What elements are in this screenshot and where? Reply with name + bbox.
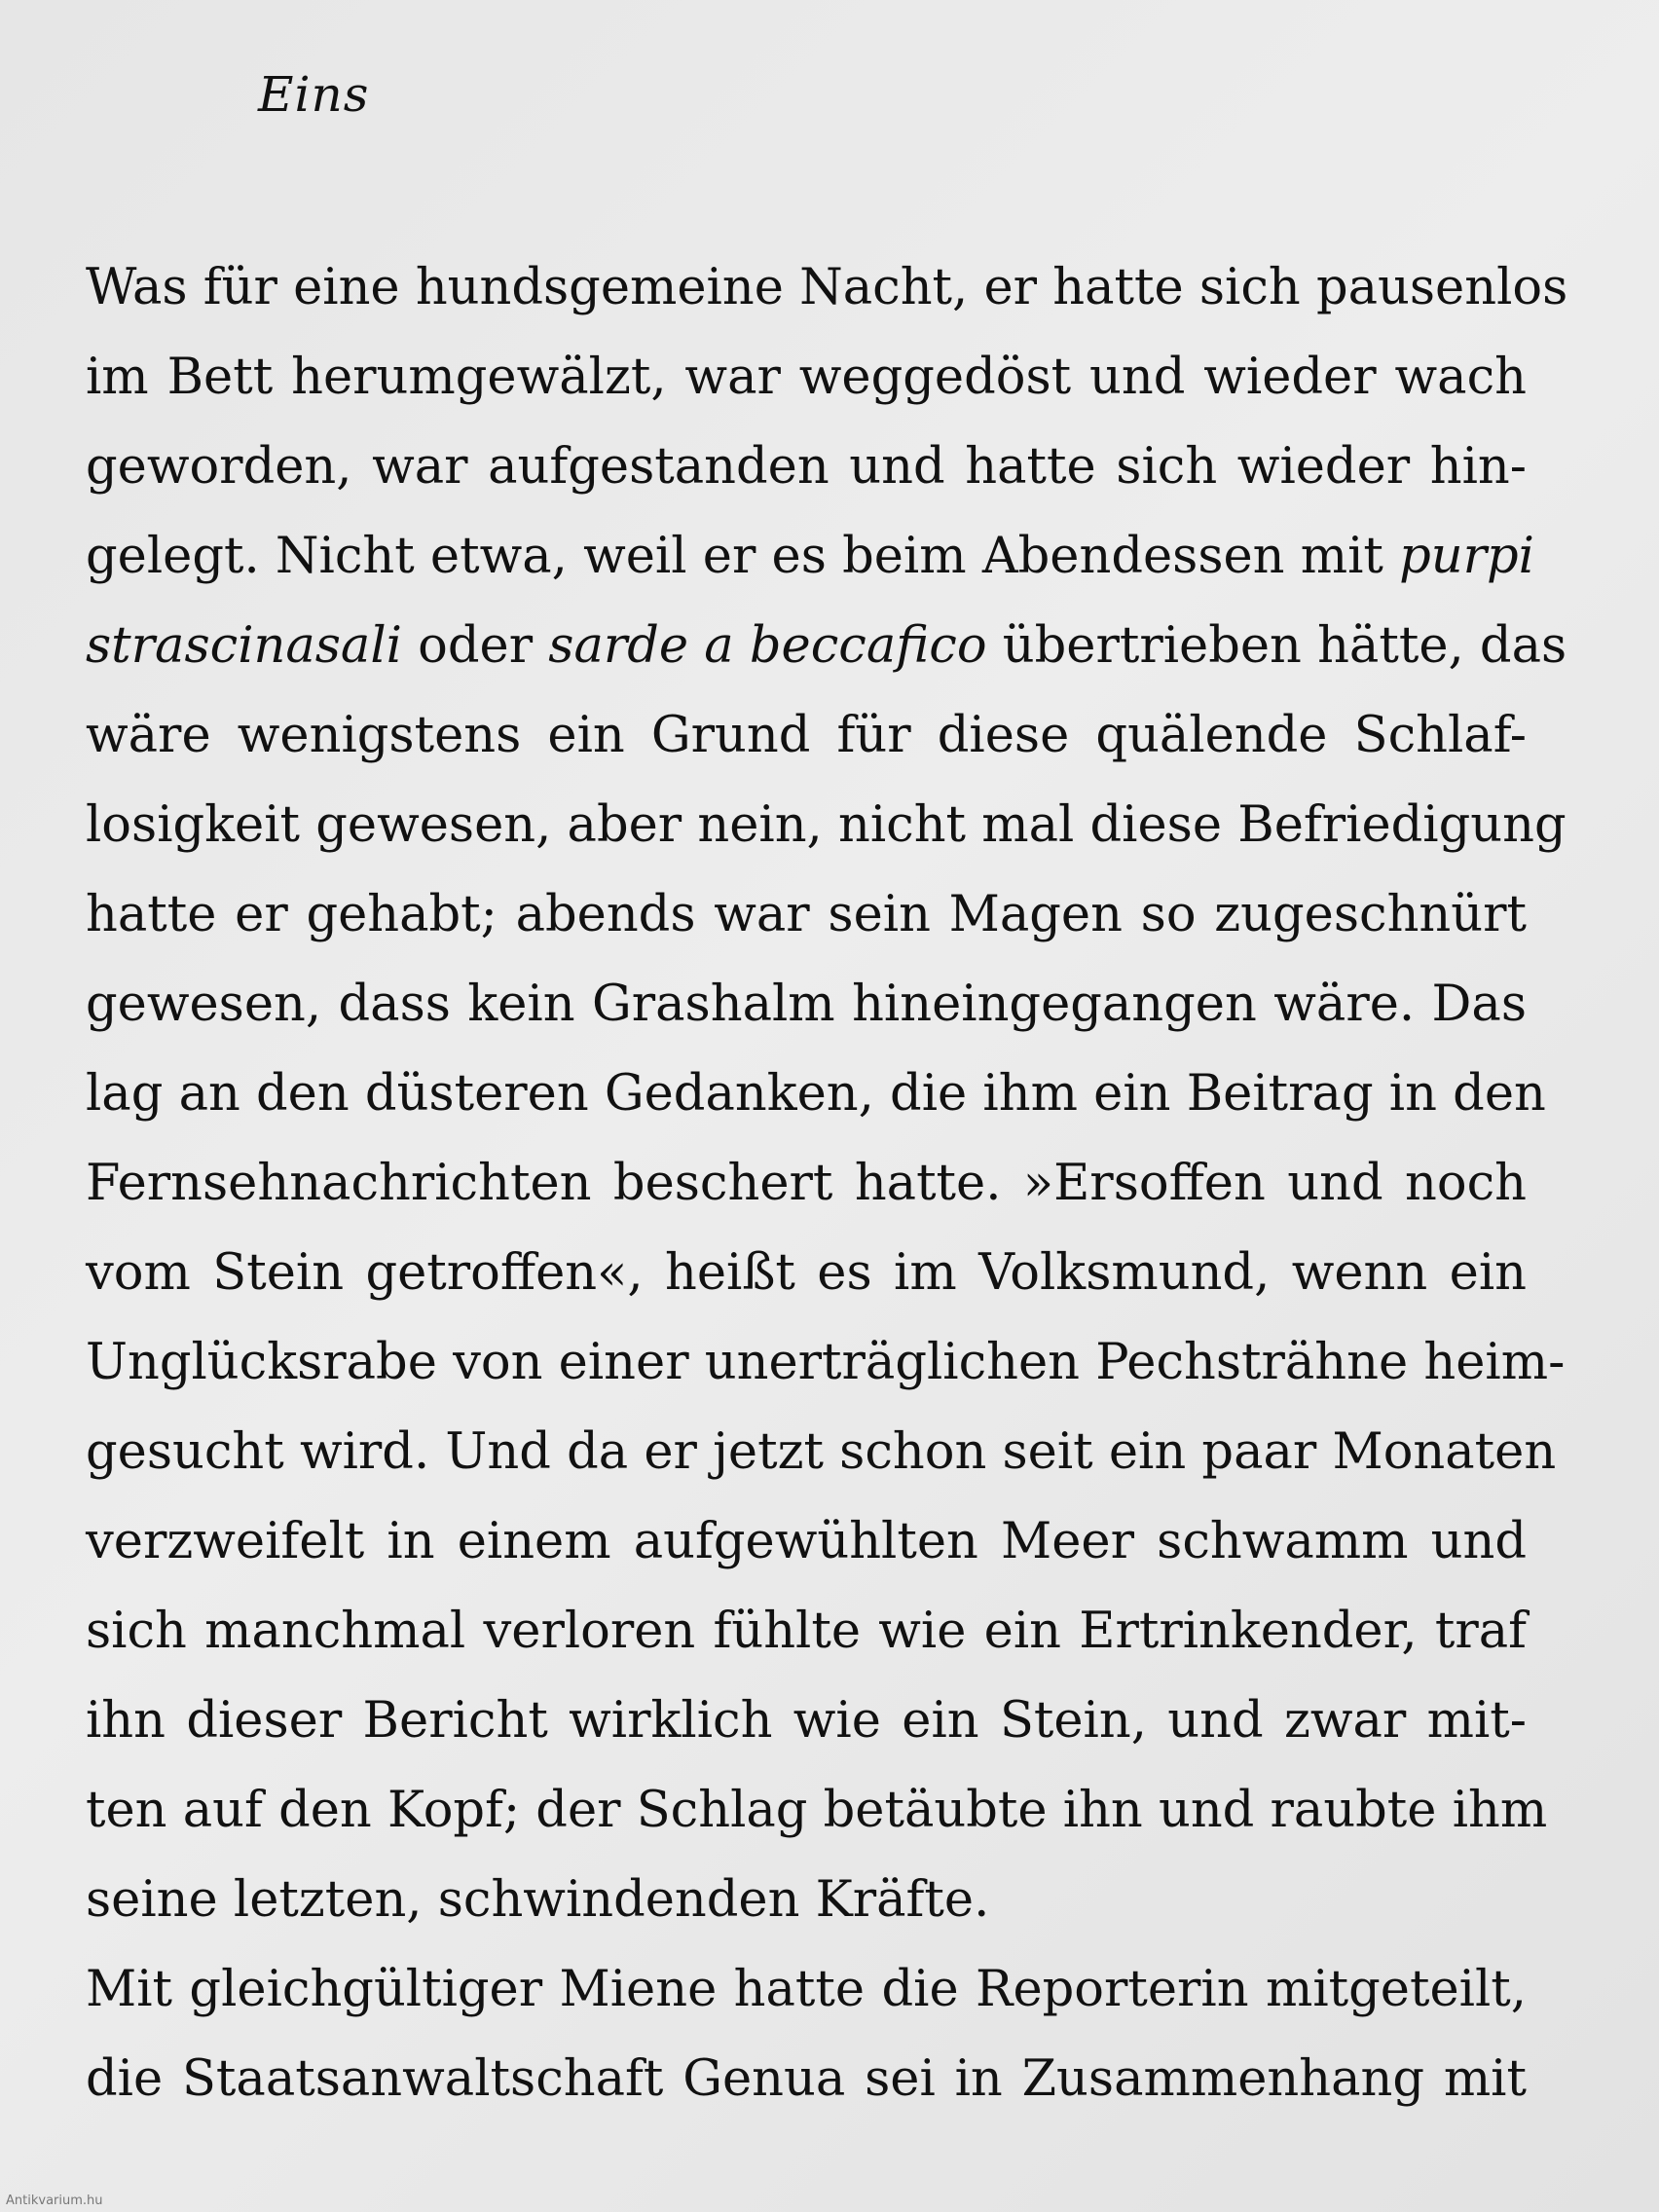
text-segment: im Bett herumgewälzt, war weggedöst und wieder wach: [86, 349, 1527, 406]
text-line: [86, 1945, 1527, 2035]
text-line: [86, 512, 1534, 602]
text-segment: ihn dieser Bericht wirklich wie ein Stein, und zwar mit-: [86, 1692, 1527, 1750]
text-line: [86, 243, 1568, 333]
text-line: [86, 1856, 1527, 1945]
text-line: [86, 1408, 1557, 1497]
text-segment: gelegt. Nicht etwa, weil er es beim Abendessen mit: [86, 528, 1400, 585]
text-line: [86, 870, 1527, 960]
text-segment: sich manchmal verloren fühlte wie ein Ertrinkender, traf: [86, 1603, 1527, 1660]
text-segment: Mit gleichgültiger Miene hatte die Reporterin mitgeteilt,: [86, 1961, 1527, 2018]
text-segment: hatte er gehabt; abends war sein Magen so zugeschnürt: [86, 886, 1527, 943]
text-segment: losigkeit gewesen, aber nein, nicht mal diese Befriedigung: [86, 796, 1567, 854]
italic-term: purpi: [1399, 528, 1534, 585]
chapter-title: Eins: [258, 66, 370, 123]
text-line: [86, 691, 1527, 781]
text-line: [86, 1050, 1546, 1139]
watermark: Antikvarium.hu: [6, 2194, 103, 2208]
text-segment: Was für eine hundsgemeine Nacht, er hatte sich pausenlos: [86, 259, 1568, 316]
text-segment: vom Stein getroffen«, heißt es im Volksmund, wenn ein: [86, 1244, 1527, 1302]
text-segment: Unglücksrabe von einer unerträglichen Pechsträhne heim-: [86, 1334, 1566, 1391]
text-segment: die Staatsanwaltschaft Genua sei in Zusammenhang mit: [86, 2050, 1527, 2108]
text-line: [86, 1766, 1548, 1856]
text-line: [86, 602, 1567, 691]
text-segment: wäre wenigstens ein Grund für diese quälende Schlaf-: [86, 707, 1527, 764]
text-line: [86, 423, 1527, 512]
text-segment: lag an den düsteren Gedanken, die ihm ein Beitrag in den: [86, 1065, 1546, 1123]
text-segment: seine letzten, schwindenden Kräfte.: [86, 1871, 990, 1929]
text-segment: oder: [401, 617, 549, 675]
text-segment: verzweifelt in einem aufgewühlten Meer schwamm und: [86, 1513, 1527, 1570]
text-line: [86, 1318, 1566, 1408]
italic-term: sarde a beccafico: [548, 617, 987, 675]
text-segment: gewesen, dass kein Grashalm hineingegangen wäre. Das: [86, 976, 1527, 1033]
text-line: [86, 1229, 1527, 1318]
text-line: [86, 781, 1567, 870]
text-segment: geworden, war aufgestanden und hatte sich wieder hin-: [86, 438, 1527, 496]
text-segment: Fernsehnachrichten beschert hatte. »Ersoffen und noch: [86, 1155, 1527, 1212]
text-line: [86, 1497, 1527, 1587]
text-segment: ten auf den Kopf; der Schlag betäubte ihn und raubte ihm: [86, 1782, 1548, 1839]
text-line: [86, 1677, 1527, 1766]
italic-term: strascinasali: [86, 617, 402, 675]
text-line: [86, 960, 1527, 1050]
text-line: [86, 2035, 1527, 2124]
text-segment: gesucht wird. Und da er jetzt schon seit ein paar Monaten: [86, 1423, 1557, 1481]
text-line: [86, 1587, 1527, 1677]
text-line: [86, 1139, 1527, 1229]
body-text: [86, 243, 1568, 2124]
text-line: [86, 333, 1527, 423]
text-segment: übertrieben hätte, das: [986, 617, 1567, 675]
